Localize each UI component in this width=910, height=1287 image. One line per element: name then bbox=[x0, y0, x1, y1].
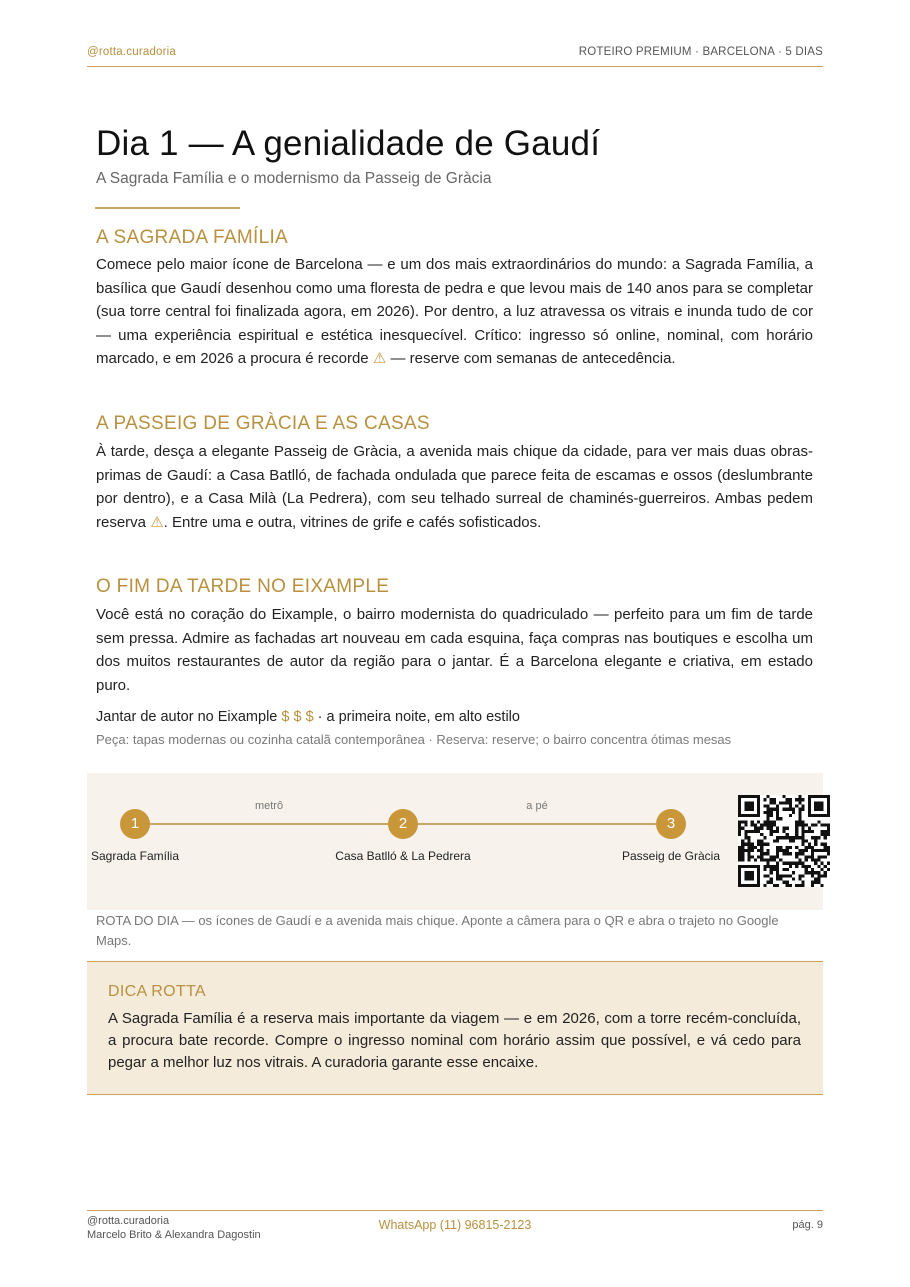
route-stop-number: 1 bbox=[120, 809, 150, 839]
page-footer bbox=[87, 1210, 823, 1241]
section-text-eixample: Você está no coração do Eixample, o bairro modernista do quadriculado — perfeito para um fim de tarde sem pressa. Admire as fachadas art nouveau em cada esquina, faça compras nas boutiques e escolha um dos muitos restaurantes de autor da região para o jantar. É a Barcelona elegante e criativa, em estado puro. bbox=[96, 606, 813, 694]
header-meta: ROTEIRO PREMIUM · BARCELONA · 5 DIAS bbox=[578, 46, 823, 58]
page-number: pág. 9 bbox=[792, 1219, 823, 1231]
route-map bbox=[87, 773, 823, 910]
route-leg-metro: metrô bbox=[254, 800, 284, 812]
price-level: $ $ $ bbox=[281, 709, 314, 725]
tip-heading: DICA ROTTA bbox=[108, 983, 206, 1000]
qr-code-icon[interactable] bbox=[738, 795, 830, 887]
route-leg-walk: a pé bbox=[526, 800, 548, 812]
route-segment-2 bbox=[403, 823, 671, 825]
tip-box bbox=[87, 961, 823, 1095]
route-stop-label: Sagrada Família bbox=[90, 849, 180, 863]
route-segment-1 bbox=[135, 823, 403, 825]
warning-icon: ⚠ bbox=[150, 513, 164, 531]
route-stop-number: 3 bbox=[656, 809, 686, 839]
route-stop-label: Passeig de Gràcia bbox=[621, 849, 721, 863]
title-divider bbox=[95, 207, 240, 209]
route-stop-label: Casa Batlló & La Pedrera bbox=[335, 849, 471, 863]
warning-icon: ⚠ bbox=[372, 350, 387, 367]
section-text-sagrada: Comece pelo maior ícone de Barcelona — e um dos mais extraordinários do mundo: a Sagrada Família, a basílica que Gaudí desenhou como uma floresta de pedra e que levou mais de 140 anos para se completar (sua torre central foi finalizada agora, em 2026). Por dentro, a luz atravessa os vitrais e inunda tudo de cor — uma experiência espiritual e estética inesquecível. Crítico: ingresso só online, nominal, com horário marcado, e em 2026 a procura é recorde ⚠ — reserve com semanas de antecedência. bbox=[96, 256, 813, 367]
page-subtitle: A Sagrada Família e o modernismo da Passeig de Gràcia bbox=[96, 170, 492, 187]
dinner-details: Peça: tapas modernas ou cozinha catalã contemporânea · Reserva: reserve; o bairro concentra ótimas mesas bbox=[96, 732, 732, 747]
section-heading-sagrada: A SAGRADA FAMÍLIA bbox=[96, 227, 289, 248]
footer-credits bbox=[87, 1214, 261, 1242]
section-heading-eixample: O FIM DA TARDE NO EIXAMPLE bbox=[96, 576, 390, 597]
page-header bbox=[87, 46, 823, 67]
dinner-recommendation: Jantar de autor no Eixample $ $ $ · a primeira noite, em alto estilo bbox=[96, 709, 520, 725]
tip-text: A Sagrada Família é a reserva mais importante da viagem — e em 2026, com a torre recém-concluída, a procura bate recorde. Compre o ingresso nominal com horário assim que possível, e vá cedo para pegar a melhor luz nos vitrais. A curadoria garante esse encaixe. bbox=[108, 1010, 801, 1071]
route-caption: ROTA DO DIA — os ícones de Gaudí e a avenida mais chique. Aponte a câmera para o QR e abra o trajeto no Google Maps. bbox=[96, 913, 779, 948]
section-text-passeig: À tarde, desça a elegante Passeig de Gràcia, a avenida mais chique da cidade, para ver mais duas obras-primas de Gaudí: a Casa Batlló, de fachada ondulada que parece feita de escamas e ossos (deslumbrante por dentro), e a Casa Milà (La Pedrera), com seu telhado surreal de chaminés-guerreiros. Ambas pedem reserva ⚠. Entre uma e outra, vitrines de grife e cafés sofisticados. bbox=[96, 443, 813, 531]
footer-authors: Marcelo Brito & Alexandra Dagostin bbox=[87, 1229, 261, 1241]
header-brand: @rotta.curadoria bbox=[87, 46, 177, 58]
page-title: Dia 1 — A genialidade de Gaudí bbox=[96, 124, 601, 163]
footer-brand: @rotta.curadoria bbox=[87, 1215, 170, 1227]
footer-contact: WhatsApp (11) 96815-2123 bbox=[378, 1218, 532, 1232]
route-stop-number: 2 bbox=[388, 809, 418, 839]
section-heading-passeig: A PASSEIG DE GRÀCIA E AS CASAS bbox=[96, 413, 430, 434]
